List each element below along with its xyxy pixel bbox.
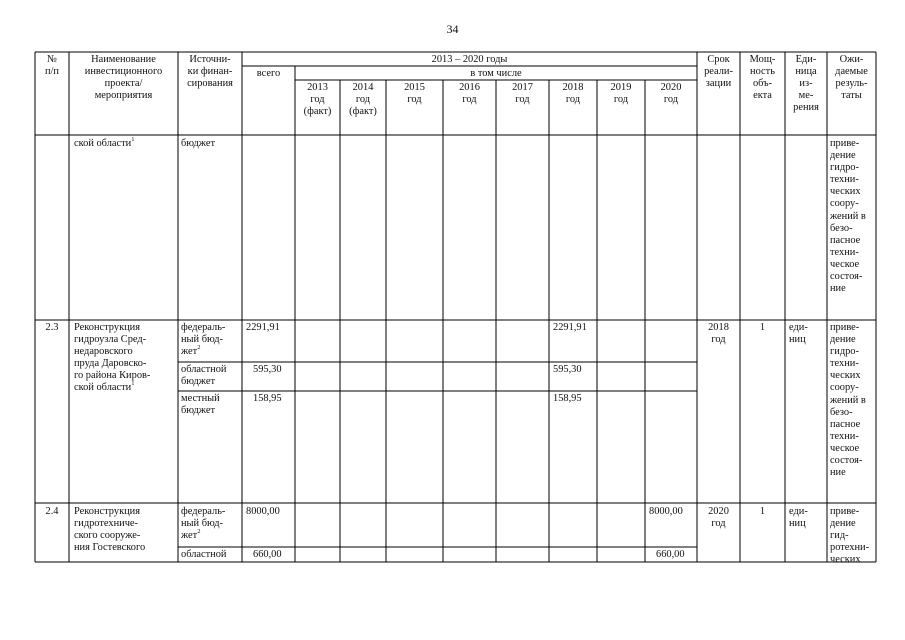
row-24-name: Реконструкция гидротехниче- ского сооруже- ния Гостевского xyxy=(74,506,146,554)
row-24-total-federal: 8000,00 xyxy=(246,506,280,517)
row-24-src-federal: федераль- ный бюд- жет$^2$ xyxy=(181,506,226,542)
cont-name: ской области$^1$ xyxy=(74,135,135,149)
header-period: 2013 – 2020 годы xyxy=(431,54,508,65)
row-23-2018-regional: 595,30 xyxy=(553,364,582,375)
header-including: в том числе xyxy=(470,68,522,79)
row-24-total-regional: 660,00 xyxy=(253,549,282,560)
row-23-num: 2.3 xyxy=(45,322,59,333)
header-year-2018: 2018 год xyxy=(562,82,584,106)
header-total: всего xyxy=(256,68,281,79)
row-23-total-local: 158,95 xyxy=(253,393,282,404)
row-24-capacity: 1 xyxy=(759,506,766,517)
header-year-2020: 2020 год xyxy=(660,82,682,106)
row-23-src-regional: областной бюджет xyxy=(181,364,227,388)
row-24-num: 2.4 xyxy=(45,506,59,517)
row-24-src-regional: областной xyxy=(181,549,227,560)
row-23-2018-local: 158,95 xyxy=(553,393,582,404)
row-23-2018-federal: 2291,91 xyxy=(553,322,587,333)
header-term: Срок реали- зации xyxy=(704,54,733,90)
header-result: Ожи- даемые резуль- таты xyxy=(835,54,868,102)
row-23-src-local: местный бюджет xyxy=(181,393,220,417)
header-year-2017: 2017 год xyxy=(512,82,533,106)
row-24-2020-federal: 8000,00 xyxy=(649,506,683,517)
row-23-unit: еди- ниц xyxy=(789,322,808,346)
row-24-term: 2020 год xyxy=(708,506,729,530)
header-year-2019: 2019 год xyxy=(610,82,632,106)
row-24-result: приве- дение гид- ротехни- ческих xyxy=(830,506,870,566)
header-year-2014: 2014 год (факт) xyxy=(349,82,377,118)
cont-result: приве- дение гидро- техни- ческих соору- жений в безо- пасное техни- ческое состоя- ние xyxy=(830,138,866,295)
row-24-2020-regional: 660,00 xyxy=(656,549,685,560)
page-number: 34 xyxy=(446,22,459,36)
row-23-name: Реконструкция гидроузла Сред- недаровского пруда Даровско- го района Киров- ской области$^1$ xyxy=(74,322,151,394)
header-year-2013: 2013 год (факт) xyxy=(303,82,332,118)
row-23-src-federal: федераль- ный бюд- жет$^2$ xyxy=(181,322,226,358)
row-23-total-federal: 2291,91 xyxy=(246,322,280,333)
header-year-2016: 2016 год xyxy=(459,82,480,106)
header-name: Наименование инвестиционного проекта/ мероприятия xyxy=(84,54,163,102)
row-23-capacity: 1 xyxy=(759,322,766,333)
header-capacity: Мощ- ность объ- екта xyxy=(749,54,776,102)
row-23-result: приве- дение гидро- техни- ческих соору- жений в безо- пасное техни- ческое состоя- ние xyxy=(830,322,866,479)
row-23-term: 2018 год xyxy=(708,322,729,346)
header-unit: Еди- ница из- ме- рения xyxy=(793,54,819,114)
cont-source: бюджет xyxy=(181,138,216,149)
header-num: № п/п xyxy=(44,54,59,78)
header-source: Источни- ки финан- сирования xyxy=(187,54,233,90)
header-year-2015: 2015 год xyxy=(404,82,425,106)
row-24-unit: еди- ниц xyxy=(789,506,808,530)
row-23-total-regional: 595,30 xyxy=(253,364,282,375)
